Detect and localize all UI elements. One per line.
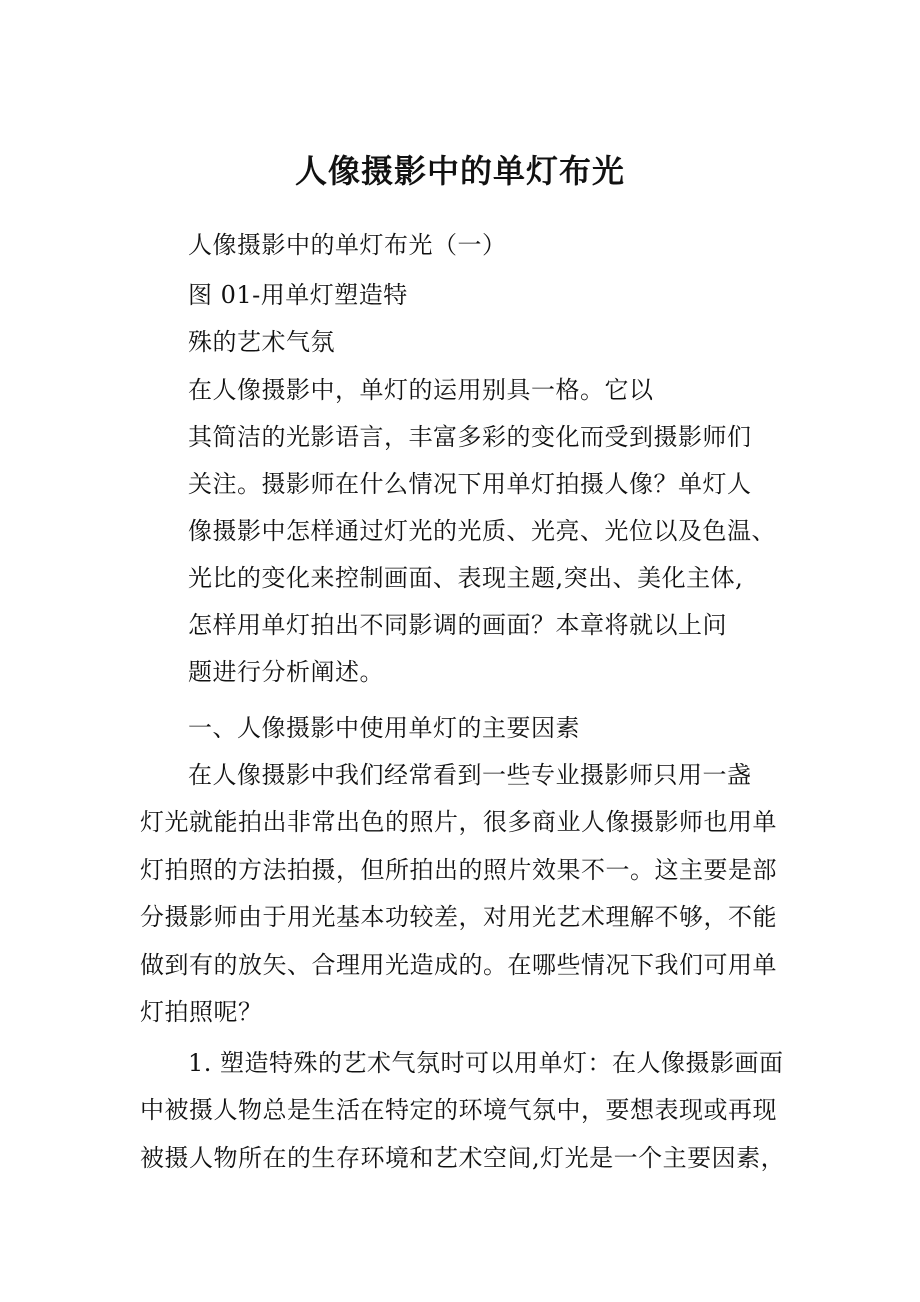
section-heading: 一、人像摄影中使用单灯的主要因素 <box>188 714 580 742</box>
text-line: 像摄影中怎样通过灯光的光质、光亮、光位以及色温、 <box>188 517 776 545</box>
text-line: 做到有的放矢、合理用光造成的。在哪些情况下我们可用单 <box>140 951 777 979</box>
text-line: 灯拍照的方法拍摄，但所拍出的照片效果不一。这主要是部 <box>140 856 777 884</box>
text-line: 光比的变化来控制画面、表现主题,突出、美化主体, <box>188 564 744 592</box>
text-line: 题进行分析阐述。 <box>188 658 384 686</box>
text-line: 中被摄人物总是生活在特定的环境气氛中，要想表现或再现 <box>140 1096 777 1124</box>
text-line: 1. 塑造特殊的艺术气氛时可以用单灯：在人像摄影画面 <box>188 1049 784 1077</box>
text-line: 被摄人物所在的生存环境和艺术空间,灯光是一个主要因素， <box>140 1144 786 1172</box>
text-line: 图 01-用单灯塑造特 <box>188 281 408 309</box>
text-line: 灯拍照呢？ <box>140 998 263 1026</box>
text-line: 殊的艺术气氛 <box>188 328 335 356</box>
text-line: 在人像摄影中，单灯的运用别具一格。它以 <box>188 376 654 404</box>
text-line: 怎样用单灯拍出不同影调的画面？本章将就以上问 <box>188 611 727 639</box>
text-line: 其简洁的光影语言，丰富多彩的变化而受到摄影师们 <box>188 423 752 451</box>
subtitle-line: 人像摄影中的单灯布光（一） <box>188 231 507 259</box>
text-line: 分摄影师由于用光基本功较差，对用光艺术理解不够，不能 <box>140 903 777 931</box>
document-title: 人像摄影中的单灯布光 <box>294 152 625 190</box>
text-line: 灯光就能拍出非常出色的照片，很多商业人像摄影师也用单 <box>140 808 777 836</box>
text-line: 在人像摄影中我们经常看到一些专业摄影师只用一盏 <box>188 761 752 789</box>
text-line: 关注。摄影师在什么情况下用单灯拍摄人像？单灯人 <box>188 470 752 498</box>
